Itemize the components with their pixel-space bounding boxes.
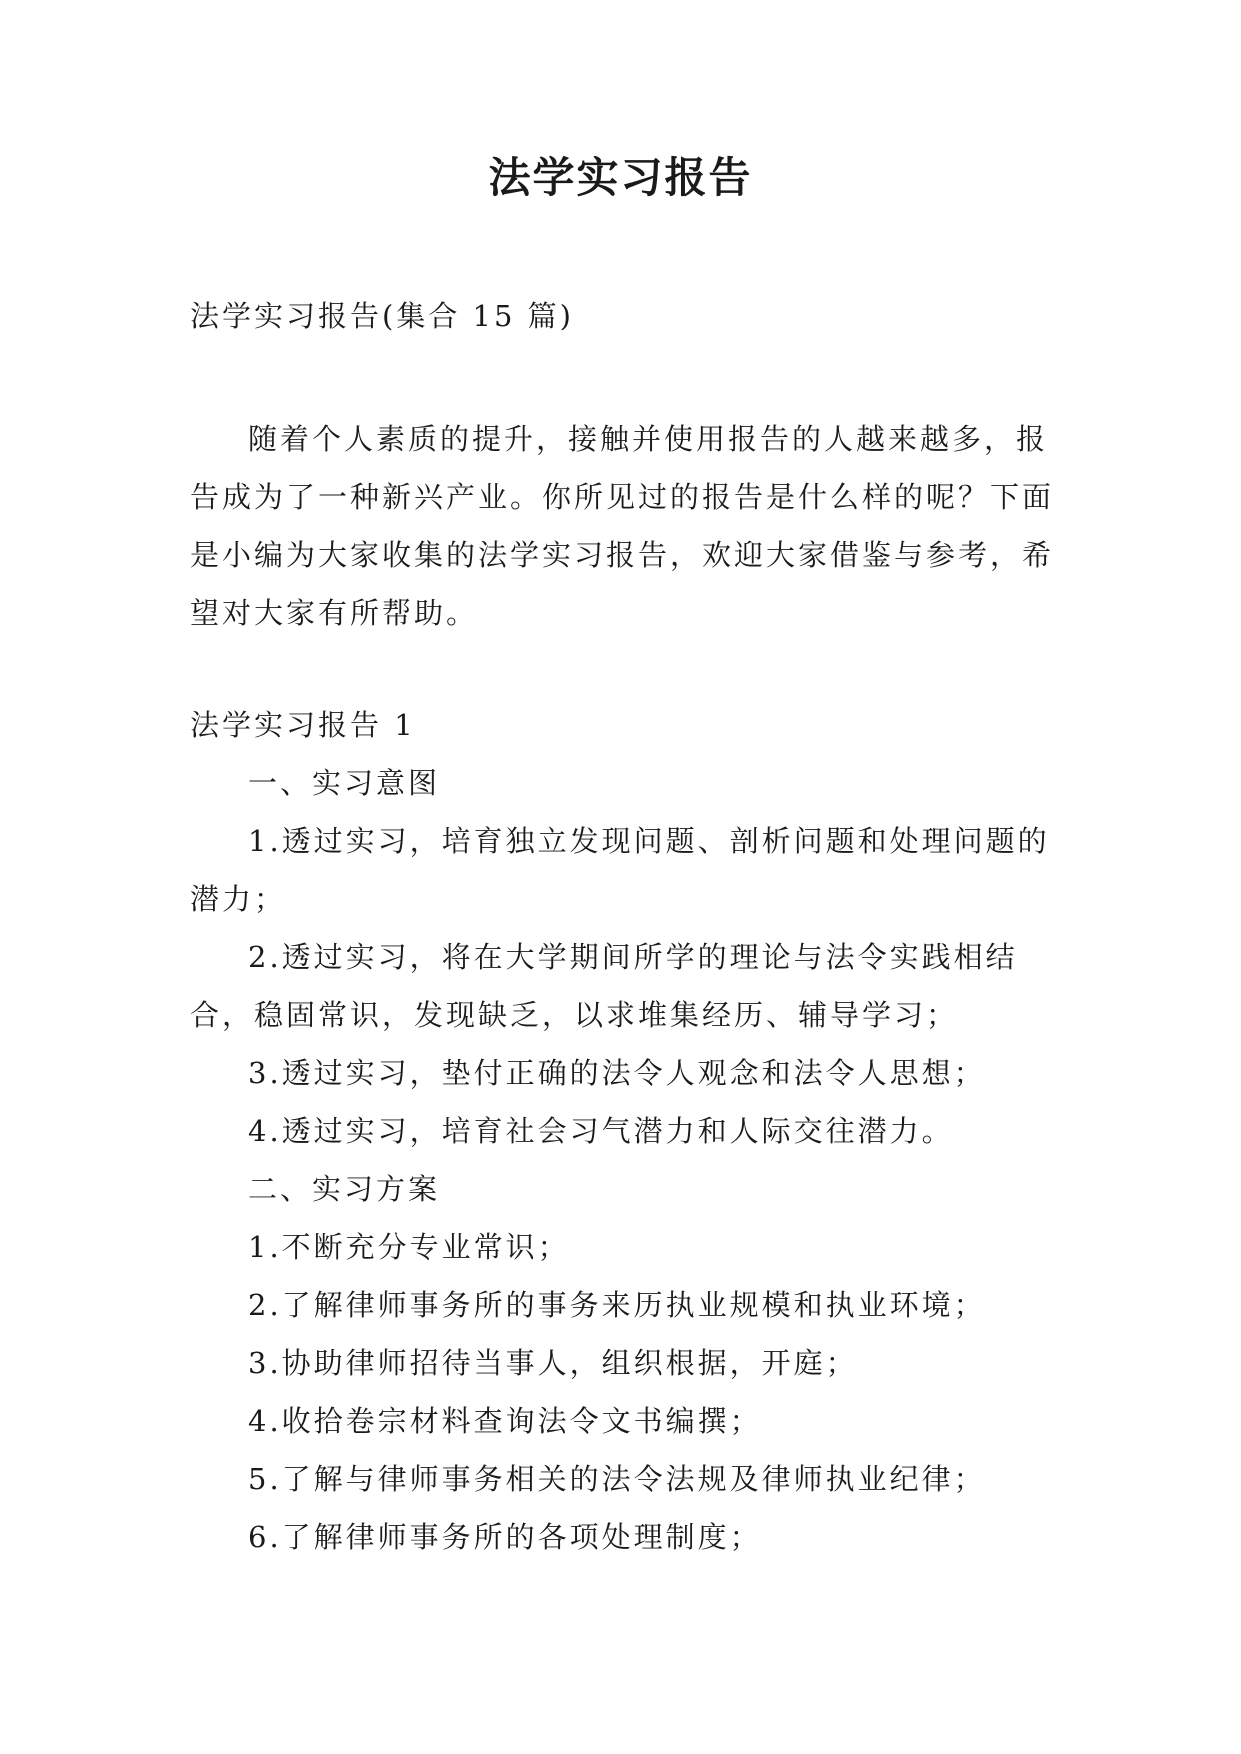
report-section-1 <box>190 696 1070 1566</box>
heading-purpose: 一、实习意图 <box>248 766 441 800</box>
purpose-item-2: 2.透过实习，将在大学期间所学的理论与法令实践相结合，稳固常识，发现缺乏，以求堆集经历、辅导学习； <box>190 940 1018 1032</box>
plan-item-6: 6.了解律师事务所的各项处理制度； <box>248 1520 762 1554</box>
intro-text: 随着个人素质的提升，接触并使用报告的人越来越多，报告成为了一种新兴产业。你所见过的报告是什么样的呢？下面是小编为大家收集的法学实习报告，欢迎大家借鉴与参考，希望对大家有所帮助。 <box>190 422 1055 630</box>
plan-item-5: 5.了解与律师事务相关的法令法规及律师执业纪律； <box>248 1462 986 1496</box>
plan-item-4: 4.收拾卷宗材料查询法令文书编撰； <box>248 1404 762 1438</box>
intro-paragraph <box>190 410 1070 642</box>
plan-item-2: 2.了解律师事务所的事务来历执业规模和执业环境； <box>248 1288 986 1322</box>
document-subtitle: 法学实习报告(集合 15 篇) <box>190 299 574 333</box>
document-title: 法学实习报告 <box>488 153 753 202</box>
plan-item-1: 1.不断充分专业常识； <box>248 1230 570 1264</box>
heading-plan: 二、实习方案 <box>248 1172 441 1206</box>
plan-item-3: 3.协助律师招待当事人，组织根据，开庭； <box>248 1346 858 1380</box>
purpose-item-3: 3.透过实习，垫付正确的法令人观念和法令人思想； <box>248 1056 986 1090</box>
purpose-item-4: 4.透过实习，培育社会习气潜力和人际交往潜力。 <box>248 1114 954 1148</box>
section-heading: 法学实习报告 1 <box>190 708 416 742</box>
purpose-item-1: 1.透过实习，培育独立发现问题、剖析问题和处理问题的潜力； <box>190 824 1050 916</box>
